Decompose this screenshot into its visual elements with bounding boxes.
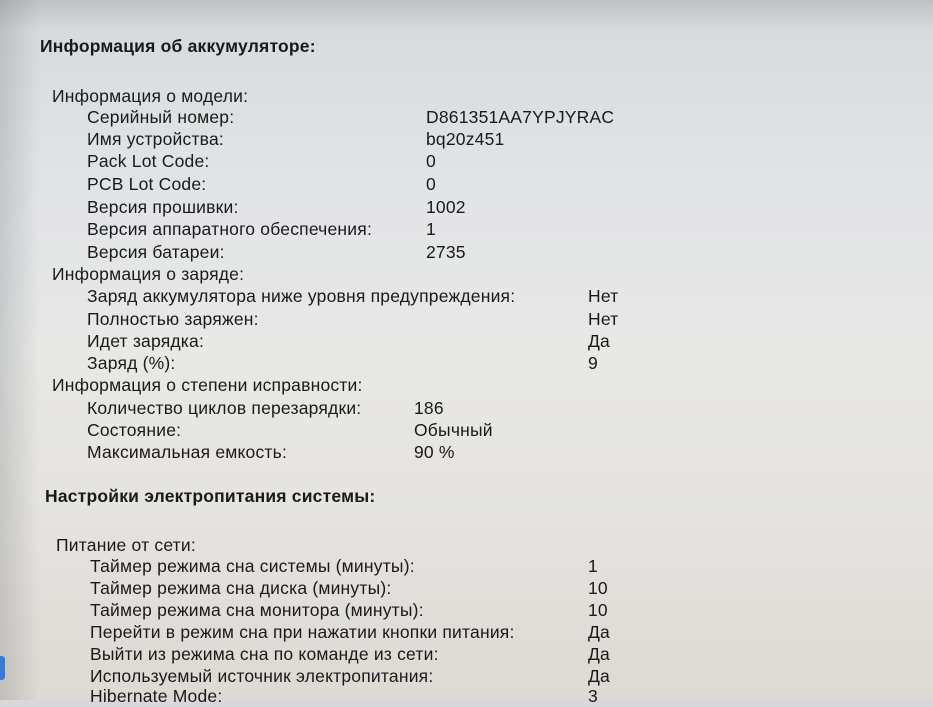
pcb-lot-code-value: 0 — [426, 174, 436, 194]
fully-charged-value: Нет — [588, 309, 619, 329]
health-info-header: Информация о степени исправности: — [52, 375, 363, 395]
hibernate-mode-label: Hibernate Mode: — [90, 686, 223, 706]
serial-number-label: Серийный номер: — [87, 107, 235, 127]
max-capacity-label: Максимальная емкость: — [87, 442, 288, 462]
current-power-source-label: Используемый источник электропитания: — [90, 666, 434, 686]
wake-on-lan-value: Да — [588, 644, 610, 664]
display-sleep-value: 10 — [588, 600, 608, 620]
hardware-version-label: Версия аппаратного обеспечения: — [87, 219, 373, 239]
firmware-version-value: 1002 — [426, 197, 466, 217]
charging-value: Да — [588, 331, 610, 351]
firmware-version-label: Версия прошивки: — [87, 197, 239, 217]
max-capacity-value: 90 % — [414, 442, 455, 462]
power-section-title: Настройки электропитания системы: — [45, 486, 376, 506]
model-info-header: Информация о модели: — [52, 86, 249, 106]
disk-sleep-label: Таймер режима сна диска (минуты): — [90, 578, 392, 598]
screen-glare-top — [0, 0, 933, 30]
sleep-on-power-button-label: Перейти в режим сна при нажатии кнопки питания: — [90, 622, 515, 642]
screen-shadow-left — [0, 0, 40, 700]
cycle-count-label: Количество циклов перезарядки: — [87, 398, 362, 418]
charge-percent-label: Заряд (%): — [87, 353, 176, 373]
battery-section-title: Информация об аккумуляторе: — [40, 36, 316, 56]
battery-version-value: 2735 — [426, 242, 466, 262]
hibernate-mode-value: 3 — [588, 686, 598, 706]
system-sleep-label: Таймер режима сна системы (минуты): — [90, 556, 415, 576]
below-warning-label: Заряд аккумулятора ниже уровня предупреждения: — [87, 286, 516, 306]
device-name-label: Имя устройства: — [87, 129, 224, 149]
battery-version-label: Версия батареи: — [87, 242, 225, 262]
below-warning-value: Нет — [588, 286, 619, 306]
pcb-lot-code-label: PCB Lot Code: — [87, 174, 207, 194]
disk-sleep-value: 10 — [588, 578, 608, 598]
window-edge-accent — [0, 656, 5, 680]
pack-lot-code-label: Pack Lot Code: — [87, 151, 210, 171]
condition-label: Состояние: — [87, 420, 182, 440]
sleep-on-power-button-value: Да — [588, 622, 610, 642]
fully-charged-label: Полностью заряжен: — [87, 309, 259, 329]
wake-on-lan-label: Выйти из режима сна по команде из сети: — [90, 644, 439, 664]
serial-number-value: D861351AA7YPJYRAC — [426, 107, 615, 127]
cycle-count-value: 186 — [414, 398, 444, 418]
charging-label: Идет зарядка: — [87, 331, 205, 351]
device-name-value: bq20z451 — [426, 129, 505, 149]
charge-percent-value: 9 — [588, 353, 598, 373]
charge-info-header: Информация о заряде: — [52, 264, 245, 284]
ac-power-header: Питание от сети: — [56, 535, 196, 555]
pack-lot-code-value: 0 — [426, 151, 436, 171]
display-sleep-label: Таймер режима сна монитора (минуты): — [90, 600, 424, 620]
condition-value: Обычный — [414, 420, 493, 440]
hardware-version-value: 1 — [426, 219, 436, 239]
current-power-source-value: Да — [588, 666, 610, 686]
system-sleep-value: 1 — [588, 556, 598, 576]
